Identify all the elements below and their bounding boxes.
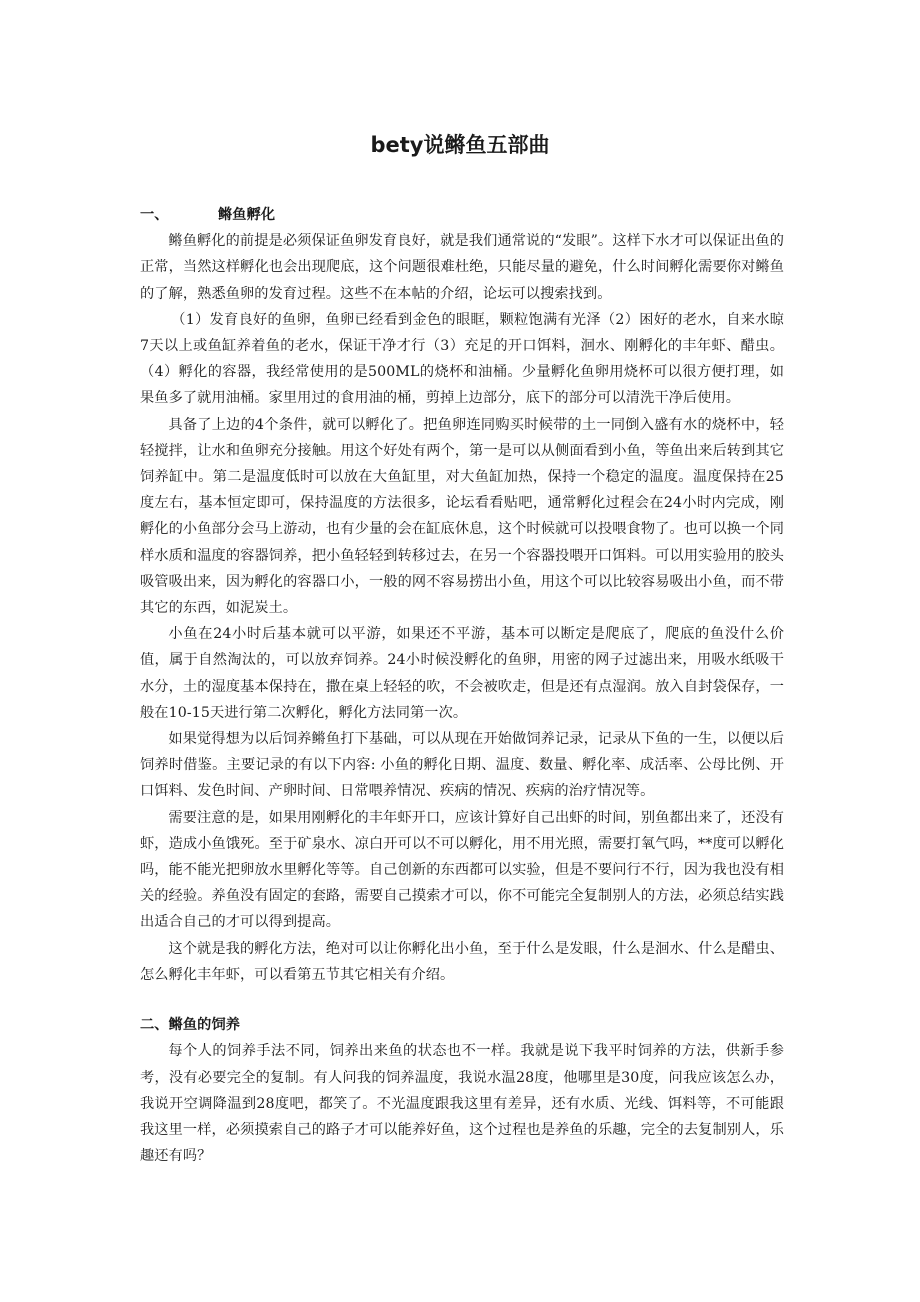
section-2-paragraph-1: 每个人的饲养手法不同，饲养出来鱼的状态也不一样。我就是说下我平时饲养的方法，供新手参考，没有必要完全的复制。有人问我的饲养温度，我说水温28度，他哪里是30度，问我应该怎么办，我说开空调降温到28度吧，都笑了。不光温度跟我这里有差异，还有水质、光线、饵料等，不可能跟我这里一样，必须摸索自己的路子才可以能养好鱼，这个过程也是养鱼的乐趣，完全的去复制别人，乐趣还有吗？: [140, 1043, 784, 1165]
section-1-paragraph-4: 小鱼在24小时后基本就可以平游，如果还不平游，基本可以断定是爬底了，爬底的鱼没什么价值，属于自然淘汰的，可以放弃饲养。24小时候没孵化的鱼卵，用密的网子过滤出来，用吸水纸吸干水分，土的湿度基本保持在，撒在桌上轻轻的吹，不会被吹走，但是还有点湿润。放入自封袋保存，一般在10-15天进行第二次孵化，孵化方法同第一次。: [140, 626, 784, 721]
section-1-number: 一、: [140, 207, 169, 223]
section-1-paragraph-7: 这个就是我的孵化方法，绝对可以让你孵化出小鱼，至于什么是发眼，什么是洄水、什么是醋虫、怎么孵化丰年虾，可以看第五节其它相关有介绍。: [140, 940, 784, 983]
section-gap: [140, 988, 784, 1012]
section-1-paragraph-5: 如果觉得想为以后饲养鳉鱼打下基础，可以从现在开始做饲养记录，记录从下鱼的一生，以便以后饲养时借鉴。主要记录的有以下内容: 小鱼的孵化日期、温度、数量、孵化率、成活率、公母比例、开口饵料、发色时间、产卵时间、日常喂养情况、疾病的情况、疾病的治疗情况等。: [140, 731, 784, 800]
section-1-heading: [140, 202, 784, 228]
section-1-paragraph-1: 鳉鱼孵化的前提是必须保证鱼卵发育良好，就是我们通常说的“发眼”。这样下水才可以保证出鱼的正常，当然这样孵化也会出现爬底，这个问题很难杜绝，只能尽量的避免，什么时间孵化需要你对鳉鱼的了解，熟悉鱼卵的发育过程。这些不在本帖的介绍，论坛可以搜索找到。: [140, 233, 784, 302]
document-body: [140, 202, 784, 1169]
section-1-paragraph-3: 具备了上边的4个条件，就可以孵化了。把鱼卵连同购买时候带的土一同倒入盛有水的烧杯中，轻轻搅拌，让水和鱼卵充分接触。用这个好处有两个，第一是可以从侧面看到小鱼，等鱼出来后转到其它饲养缸中。第二是温度低时可以放在大鱼缸里，对大鱼缸加热，保持一个稳定的温度。温度保持在25度左右，基本恒定即可，保持温度的方法很多，论坛看看贴吧，通常孵化过程会在24小时内完成，刚孵化的小鱼部分会马上游动，也有少量的会在缸底休息，这个时候就可以投喂食物了。也可以换一个同样水质和温度的容器饲养，把小鱼轻轻到转移过去，在另一个容器投喂开口饵料。可以用实验用的胶头吸管吸出来，因为孵化的容器口小，一般的网不容易捞出小鱼，用这个可以比较容易吸出小鱼，而不带其它的东西，如泥炭土。: [140, 416, 784, 617]
section-1-title: 鳉鱼孵化: [218, 207, 276, 223]
section-1-paragraph-6: 需要注意的是，如果用刚孵化的丰年虾开口，应该计算好自己出虾的时间，别鱼都出来了，还没有虾，造成小鱼饿死。至于矿泉水、凉白开可以不可以孵化，用不用光照，需要打氧气吗，**度可以孵化吗，能不能光把卵放水里孵化等等。自己创新的东西都可以实验，但是不要问行不行，因为我也没有相关的经验。养鱼没有固定的套路，需要自己摸索才可以，你不可能完全复制别人的方法，必须总结实践出适合自己的才可以得到提高。: [140, 809, 784, 931]
document-title: bety说鳉鱼五部曲: [370, 133, 550, 157]
section-2-heading: 二、鳉鱼的饲养: [140, 1017, 241, 1034]
section-1-paragraph-2: （1）发育良好的鱼卵，鱼卵已经看到金色的眼眶，颗粒饱满有光泽（2）困好的老水，自来水晾7天以上或鱼缸养着鱼的老水，保证干净才行（3）充足的开口饵料，洄水、刚孵化的丰年虾、醋虫。（4）孵化的容器，我经常使用的是500ML的烧杯和油桶。少量孵化鱼卵用烧杯可以很方便打理，如果鱼多了就用油桶。家里用过的食用油的桶，剪掉上边部分，底下的部分可以清洗干净后使用。: [140, 311, 784, 407]
